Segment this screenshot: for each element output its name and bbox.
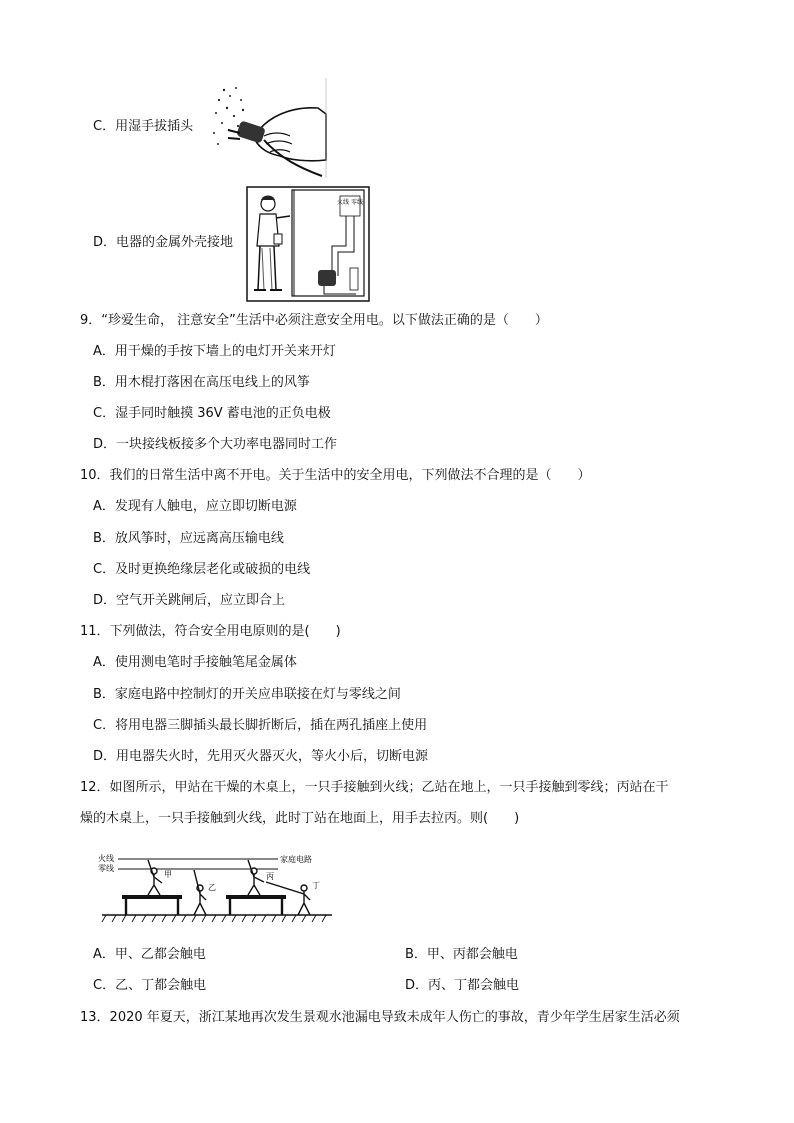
q9-option-b: B．用木棍打落困在高压电线上的风筝: [93, 375, 310, 390]
neutral-wire-label: 零线: [98, 864, 114, 873]
q9-option-c: C．湿手同时触摸 36V 蓄电池的正负电极: [93, 406, 331, 421]
wet-hand-plug-figure: [210, 78, 330, 178]
box-text: 火线 零线: [337, 199, 363, 206]
q11-stem: 11．下列做法，符合安全用电原则的是( ): [80, 624, 341, 639]
label-jia: 甲: [164, 870, 172, 879]
label-ding: 丁: [312, 881, 320, 890]
q11-option-b: B．家庭电路中控制灯的开关应串联接在灯与零线之间: [93, 687, 401, 702]
q9-option-a: A．用干燥的手按下墙上的电灯开关来开灯: [93, 344, 336, 359]
circuit-label: 家庭电路: [280, 855, 312, 864]
table-2: [226, 895, 286, 899]
live-wire-label: 火线: [98, 854, 114, 863]
q10-option-a: A．发现有人触电，应立即切断电源: [93, 499, 297, 514]
q10-option-d: D．空气开关跳闸后，应立即合上: [93, 593, 286, 608]
q10-option-c: C．及时更换绝缘层老化或破损的电线: [93, 562, 311, 577]
q10-option-b: B．放风筝时，应远离高压输电线: [93, 531, 284, 546]
person-yi: [194, 870, 206, 915]
option-c-prev: C．用湿手拔插头: [93, 119, 194, 134]
q12-option-d: D．丙、丁都会触电: [405, 978, 520, 993]
q12-option-b: B．甲、丙都会触电: [405, 947, 518, 962]
q9-stem: 9．“珍爱生命， 注意安全”生活中必须注意安全用电。以下做法正确的是（ ）: [80, 313, 548, 328]
person-bing: [248, 860, 264, 895]
label-yi: 乙: [208, 883, 216, 892]
grounded-appliance-figure: [246, 186, 370, 302]
q12-option-c: C．乙、丁都会触电: [93, 978, 207, 993]
q12-option-a: A．甲、乙都会触电: [93, 947, 206, 962]
q12-stem-line2: 燥的木桌上，一只手接触到火线，此时丁站在地面上，用手去拉丙。则( ): [80, 811, 520, 826]
label-bing: 丙: [266, 872, 274, 881]
person-jia: [148, 860, 162, 895]
table-1: [122, 895, 182, 899]
q11-option-a: A．使用测电笔时手接触笔尾金属体: [93, 655, 297, 670]
circuit-figure: [96, 852, 340, 924]
q13-stem: 13．2020 年夏天，浙江某地再次发生景观水池漏电导致未成年人伤亡的事故，青少年学生居家生活必须: [80, 1010, 680, 1025]
q12-stem-line1: 12．如图所示，甲站在干燥的木桌上，一只手接触到火线；乙站在地上，一只手接触到零线；丙站在干: [80, 780, 669, 795]
q11-option-c: C．将用电器三脚插头最长脚折断后，插在两孔插座上使用: [93, 718, 428, 733]
option-d-prev: D．电器的金属外壳接地: [93, 235, 234, 250]
q10-stem: 10．我们的日常生活中离不开电。关于生活中的安全用电，下列做法不合理的是（ ）: [80, 468, 591, 483]
q11-option-d: D．用电器失火时，先用灭火器灭火，等火小后，切断电源: [93, 749, 429, 764]
q9-option-d: D．一块接线板接多个大功率电器同时工作: [93, 437, 338, 452]
